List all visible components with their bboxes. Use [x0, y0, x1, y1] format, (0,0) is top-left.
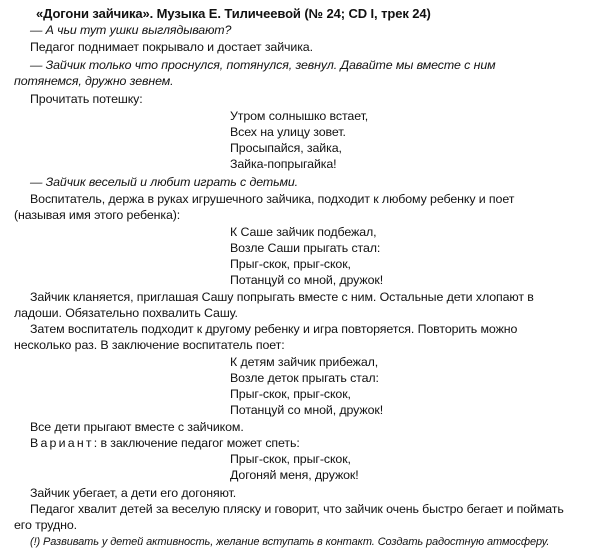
dialogue-line: — Зайчик только что проснулся, потянулся, зевнул. Давайте мы вместе с ним — [30, 58, 496, 72]
text-line: Воспитатель, держа в руках игрушечного зайчика, подходит к любому ребенку и поет — [30, 192, 515, 206]
footnote: (!) Развивать у детей активность, желание вступать в контакт. Создать радостную атмосферу. — [30, 536, 550, 548]
section-title: «Догони зайчика». Музыка Е. Тиличеевой (№ 24; CD I, трек 24) — [36, 6, 431, 21]
verse-line: Прыг-скок, прыг-скок, — [230, 387, 351, 401]
text-line: (называя имя этого ребенка): — [14, 208, 181, 222]
dialogue-line: — Зайчик веселый и любит играть с детьми. — [30, 175, 299, 189]
verse-line: Возле Саши прыгать стал: — [230, 241, 381, 255]
text-line: Все дети прыгают вместе с зайчиком. — [30, 420, 244, 434]
variant-label: Вариант — [30, 436, 94, 450]
verse-line: Потанцуй со мной, дружок! — [230, 403, 384, 417]
text-line: Затем воспитатель подходит к другому ребенку и игра повторяется. Повторить можно — [30, 322, 518, 336]
text-line: Педагог хвалит детей за веселую пляску и говорит, что зайчик очень быстро бегает и поймать — [30, 502, 564, 516]
verse-line: К Саше зайчик подбежал, — [230, 225, 377, 239]
verse-line: Возле деток прыгать стал: — [230, 371, 379, 385]
text-line: Зайчик убегает, а дети его догоняют. — [30, 486, 237, 500]
text-line: Зайчик кланяется, приглашая Сашу попрыгать вместе с ним. Остальные дети хлопают в — [30, 290, 534, 304]
dialogue-line: — А чьи тут ушки выглядывают? — [30, 23, 232, 37]
text-line: Прочитать потешку: — [30, 92, 143, 106]
verse-line: Просыпайся, зайка, — [230, 141, 342, 155]
variant-text: : в заключение педагог может спеть: — [93, 436, 300, 450]
verse-line: Зайка-попрыгайка! — [230, 157, 337, 171]
verse-line: Догоняй меня, дружок! — [230, 468, 359, 482]
verse-line: Утром солнышко встает, — [230, 109, 369, 123]
verse-line: Потанцуй со мной, дружок! — [230, 273, 384, 287]
verse-line: Прыг-скок, прыг-скок, — [230, 257, 351, 271]
verse-line: Всех на улицу зовет. — [230, 125, 346, 139]
text-line: несколько раз. В заключение воспитатель поет: — [14, 338, 285, 352]
text-line: его трудно. — [14, 518, 77, 532]
text-line: Педагог поднимает покрывало и достает зайчика. — [30, 40, 313, 54]
variant-line — [30, 436, 300, 451]
verse-line: К детям зайчик прибежал, — [230, 355, 379, 369]
text-line: ладоши. Обязательно похвалить Сашу. — [14, 306, 238, 320]
dialogue-line: потянемся, дружно зевнем. — [14, 74, 174, 88]
verse-line: Прыг-скок, прыг-скок, — [230, 452, 351, 466]
